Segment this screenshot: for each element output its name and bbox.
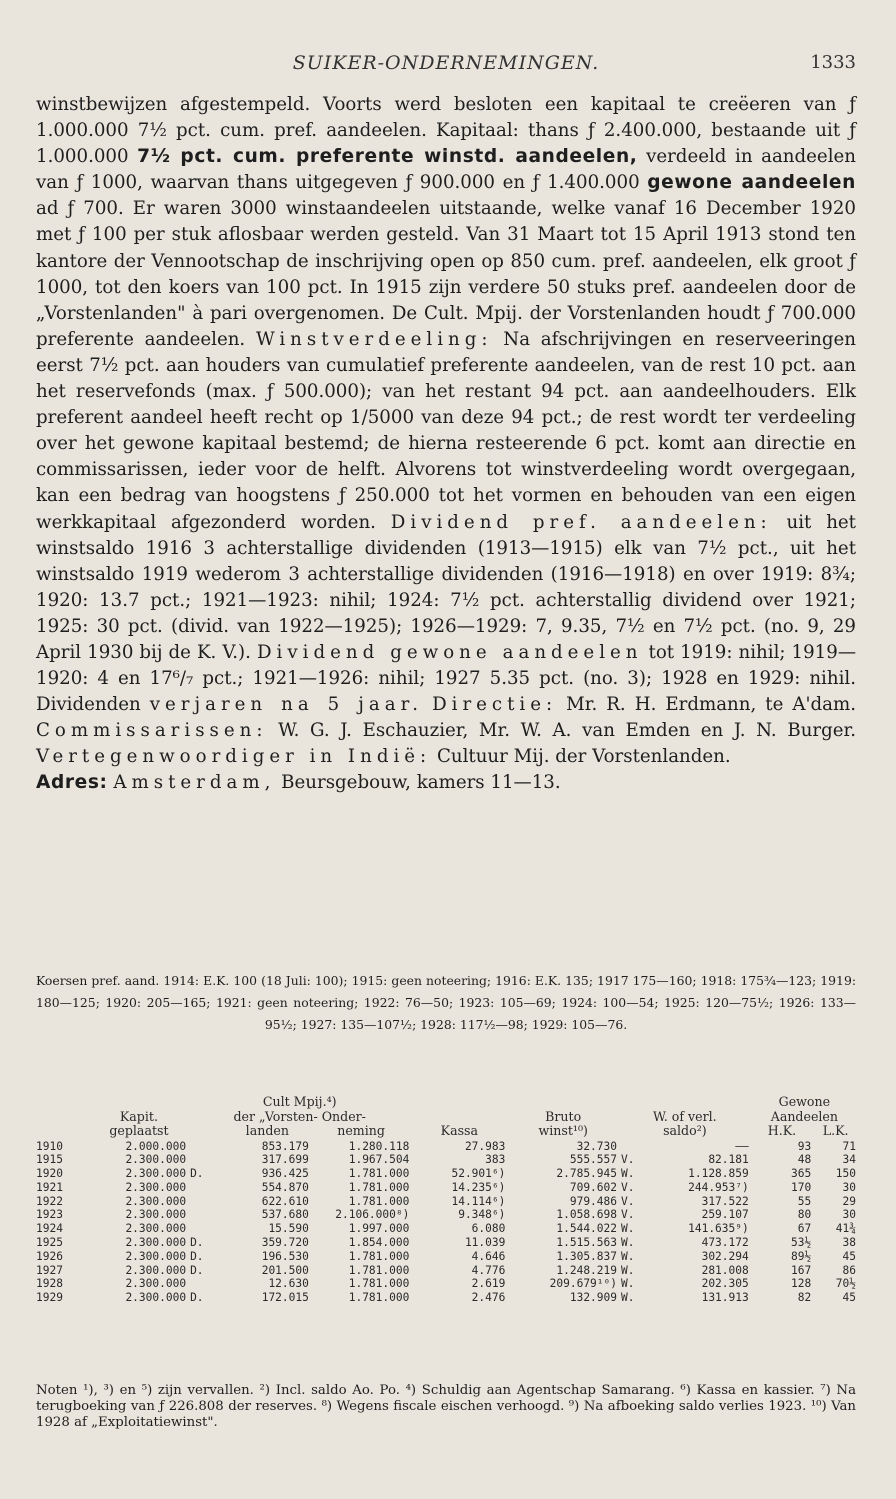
cell-bruto-winst: 2.785.945 bbox=[556, 1167, 617, 1181]
spaced-heading: Vertegenwoordiger in Indië: bbox=[36, 746, 432, 768]
cell-lk: 38 bbox=[842, 1236, 856, 1250]
cell-kassa: 2.476 bbox=[471, 1291, 506, 1305]
cell-bruto-winst: 132.909 bbox=[569, 1291, 617, 1305]
cell-lk: 29 bbox=[842, 1194, 856, 1208]
cell-marker bbox=[188, 1277, 224, 1291]
table-body bbox=[34, 1139, 858, 1306]
cell-kapitaal: 2.300.000 bbox=[125, 1180, 187, 1194]
cell-marker: D. bbox=[190, 1167, 204, 1181]
cell-w-of-v bbox=[619, 1139, 650, 1154]
spaced-heading: verjaren na 5 jaar. bbox=[149, 694, 424, 716]
cell-bruto-winst: 1.544.022 bbox=[556, 1222, 617, 1236]
cell-kassa: 9.348⁶) bbox=[458, 1208, 506, 1222]
running-header bbox=[36, 52, 856, 80]
cell-onderneming: 1.280.118 bbox=[348, 1139, 410, 1153]
spaced-heading: Dividend pref. aandeelen: bbox=[390, 511, 772, 533]
cell-lk: 45 bbox=[842, 1249, 856, 1263]
cell-vorstenlanden: 15.590 bbox=[268, 1222, 309, 1236]
header-cell bbox=[411, 1110, 507, 1125]
table-header-row bbox=[34, 1110, 858, 1125]
cell-year: 1923 bbox=[36, 1208, 63, 1222]
cell-hk: 170 bbox=[791, 1180, 812, 1194]
cell-w-of-v: V. bbox=[621, 1194, 635, 1208]
cell-onderneming: 1.967.504 bbox=[348, 1153, 410, 1167]
cell-w-of-v: W. bbox=[621, 1249, 635, 1263]
cell-onderneming: 1.997.000 bbox=[348, 1222, 410, 1236]
cell-onderneming: 1.781.000 bbox=[348, 1194, 410, 1208]
cell-vorstenlanden: 622.610 bbox=[261, 1194, 309, 1208]
text-segment bbox=[423, 694, 432, 715]
header-der: der „Vorsten- Onder- bbox=[233, 1108, 366, 1124]
cell-w-of-v: V. bbox=[621, 1180, 635, 1194]
table-row bbox=[34, 1139, 858, 1154]
header-geplaatst: geplaatst bbox=[109, 1123, 169, 1138]
header-cell bbox=[34, 1110, 90, 1125]
cell-bruto-winst: 979.486 bbox=[569, 1194, 617, 1208]
header-cell bbox=[188, 1124, 224, 1139]
cell-lk: 30 bbox=[842, 1208, 856, 1222]
cell-saldo: 259.107 bbox=[701, 1208, 749, 1222]
cell-year: 1929 bbox=[36, 1291, 63, 1305]
cell-marker bbox=[188, 1153, 224, 1167]
text-segment: winstbewijzen afgestempeld. Voorts werd besloten een kapitaal te creëeren van ƒ 1.000.000 7½ pct. cum. pref. aandeelen. Kapitaal: thans ƒ 2.400.000, bestaande uit ƒ 1.000.000 bbox=[36, 94, 856, 168]
cell-vorstenlanden: 172.015 bbox=[261, 1291, 309, 1305]
cell-bruto-winst: 1.305.837 bbox=[556, 1249, 617, 1263]
table-row bbox=[34, 1181, 858, 1195]
cell-kapitaal: 2.300.000 bbox=[125, 1194, 187, 1208]
cell-saldo: 317.522 bbox=[701, 1194, 749, 1208]
cell-onderneming: 1.781.000 bbox=[348, 1263, 410, 1277]
cell-saldo: —— bbox=[735, 1139, 749, 1153]
cell-saldo: 244.953⁷) bbox=[688, 1180, 749, 1194]
cell-hk: 82 bbox=[797, 1291, 812, 1305]
header-lk: L.K. bbox=[822, 1123, 849, 1138]
cell-marker: D. bbox=[190, 1236, 204, 1250]
cell-lk: 30 bbox=[842, 1180, 856, 1194]
header-title: SUIKER-ONDERNEMINGEN. bbox=[292, 52, 600, 74]
cell-w-of-v: W. bbox=[621, 1236, 635, 1250]
table-row bbox=[34, 1264, 858, 1278]
header-cult: Cult Mpij.⁴) bbox=[262, 1094, 337, 1109]
cell-lk: 71 bbox=[842, 1139, 856, 1153]
cell-kassa: 6.080 bbox=[471, 1222, 506, 1236]
cell-vorstenlanden: 196.530 bbox=[261, 1249, 309, 1263]
cell-kassa: 383 bbox=[485, 1153, 506, 1167]
cell-kassa: 27.983 bbox=[464, 1139, 506, 1153]
cell-hk: 53½ bbox=[791, 1236, 812, 1250]
cell-lk: 45 bbox=[842, 1291, 856, 1305]
header-cell bbox=[650, 1095, 750, 1110]
cell-onderneming: 2.106.000⁸) bbox=[335, 1208, 410, 1222]
cell-hk: 93 bbox=[797, 1139, 812, 1153]
spaced-heading: Directie: bbox=[432, 694, 558, 716]
bold-heading: 7½ pct. cum. preferente winstd. aandeelen, bbox=[137, 146, 638, 168]
cell-vorstenlanden: 853.179 bbox=[261, 1139, 309, 1153]
cell-saldo: 202.305 bbox=[701, 1277, 749, 1291]
cell-kapitaal: 2.300.000 bbox=[125, 1291, 187, 1305]
cell-lk: 70½ bbox=[835, 1277, 856, 1291]
table-row bbox=[34, 1167, 858, 1181]
text-segment: Mr. R. H. Erdmann, te A'dam. bbox=[557, 694, 856, 716]
cell-marker bbox=[188, 1195, 224, 1209]
cell-kassa: 11.039 bbox=[464, 1236, 506, 1250]
cell-vorstenlanden: 12.630 bbox=[268, 1277, 309, 1291]
cell-w-of-v: W. bbox=[621, 1263, 635, 1277]
cell-vorstenlanden: 554.870 bbox=[261, 1180, 309, 1194]
cell-marker: D. bbox=[190, 1263, 204, 1277]
cell-kapitaal: 2.300.000 bbox=[125, 1167, 187, 1181]
cell-vorstenlanden: 936.425 bbox=[261, 1167, 309, 1181]
cell-hk: 89½ bbox=[791, 1249, 812, 1263]
cell-hk: 80 bbox=[797, 1208, 812, 1222]
cell-vorstenlanden: 201.500 bbox=[261, 1263, 309, 1277]
cell-w-of-v: W. bbox=[621, 1167, 635, 1181]
text-segment: Cultuur Mij. der Vorstenlanden. bbox=[431, 746, 731, 768]
cell-marker bbox=[188, 1208, 224, 1222]
table-row bbox=[34, 1250, 858, 1264]
header-bruto: Bruto bbox=[545, 1108, 582, 1124]
cell-hk: 67 bbox=[797, 1222, 812, 1236]
cell-year: 1925 bbox=[36, 1236, 63, 1250]
spaced-heading: Commissarissen: bbox=[36, 720, 268, 742]
cell-saldo: 82.181 bbox=[708, 1153, 749, 1167]
cell-kapitaal: 2.300.000 bbox=[125, 1222, 187, 1236]
cell-vorstenlanden: 359.720 bbox=[261, 1236, 309, 1250]
text-segment: verdeeld in aandeelen van ƒ 1000, waarvan thans uitgegeven ƒ 900.000 en ƒ 1.400.000 bbox=[36, 146, 856, 194]
header-cell bbox=[90, 1095, 188, 1110]
address-detail: Beursgebouw, kamers 11—13. bbox=[275, 772, 561, 794]
table-row bbox=[34, 1153, 858, 1167]
cell-year: 1922 bbox=[36, 1194, 63, 1208]
company-description bbox=[36, 92, 856, 797]
cell-bruto-winst: 1.248.219 bbox=[556, 1263, 617, 1277]
header-kapit: Kapit. bbox=[119, 1108, 158, 1124]
cell-lk: 86 bbox=[842, 1263, 856, 1277]
header-cell bbox=[34, 1095, 90, 1110]
cell-marker bbox=[188, 1222, 224, 1236]
page-number: 1333 bbox=[810, 52, 856, 73]
header-neming: neming bbox=[337, 1123, 385, 1138]
cell-year: 1920 bbox=[36, 1167, 63, 1181]
cell-hk: 55 bbox=[797, 1194, 812, 1208]
cell-kapitaal: 2.300.000 bbox=[125, 1263, 187, 1277]
cell-marker: D. bbox=[190, 1249, 204, 1263]
cell-lk: 34 bbox=[842, 1153, 856, 1167]
text-segment: ad ƒ 700. Er waren 3000 winstaandeelen uitstaande, welke vanaf 16 December 1920 met ƒ 100 per stuk aflosbaar werden gesteld. Van 31 Maart tot 15 April 1913 stond ten kantore der Vennootschap de inschrijving open op 850 cum. pref. aandeelen, elk groot ƒ 1000, tot den koers van 100 pct. In 1915 zijn verdere 50 stuks pref. aandeelen door de „Vorstenlanden" à pari overgenomen. De Cult. Mpij. der Vorstenlanden houdt ƒ 700.000 preferente aandeelen. bbox=[36, 198, 856, 350]
cell-onderneming: 1.781.000 bbox=[348, 1180, 410, 1194]
header-cell bbox=[34, 1124, 90, 1139]
cell-kapitaal: 2.300.000 bbox=[125, 1277, 187, 1291]
cell-marker bbox=[188, 1181, 224, 1195]
address-city: Amsterdam, bbox=[113, 772, 276, 794]
cell-onderneming: 1.781.000 bbox=[348, 1249, 410, 1263]
cell-year: 1921 bbox=[36, 1180, 63, 1194]
cell-vorstenlanden: 317.699 bbox=[261, 1153, 309, 1167]
header-saldo: saldo²) bbox=[663, 1123, 707, 1138]
cell-saldo: 141.635⁹) bbox=[688, 1222, 749, 1236]
cell-w-of-v: W. bbox=[621, 1291, 635, 1305]
cell-kassa: 52.901⁶) bbox=[451, 1167, 506, 1181]
header-cell bbox=[507, 1095, 619, 1110]
table-header-row bbox=[34, 1124, 858, 1139]
main-paragraph bbox=[36, 92, 856, 770]
table-row bbox=[34, 1277, 858, 1291]
footnotes: Noten ¹), ³) en ⁵) zijn vervallen. ²) Incl. saldo Ao. Po. ⁴) Schuldig aan Agentschap Samarang. ⁶) Kassa en kassier. ⁷) Na terugboeking van ƒ 226.808 der reserves. ⁸) Wegens fiscale eischen verhoogd. ⁹) Na afboeking saldo verlies 1923. ¹⁰) Van 1928 af „Exploitatiewinst". bbox=[36, 1383, 856, 1431]
cell-marker: D. bbox=[190, 1291, 204, 1305]
header-cell bbox=[619, 1095, 650, 1110]
cell-kassa: 14.235⁶) bbox=[451, 1180, 506, 1194]
cell-hk: 167 bbox=[791, 1263, 812, 1277]
spaced-heading: Dividend gewone aandeelen bbox=[256, 641, 643, 663]
cell-year: 1915 bbox=[36, 1153, 63, 1167]
cell-kapitaal: 2.000.000 bbox=[125, 1139, 187, 1153]
cell-year: 1924 bbox=[36, 1222, 63, 1236]
cell-kapitaal: 2.300.000 bbox=[125, 1153, 187, 1167]
header-cell bbox=[411, 1095, 507, 1110]
header-kassa: Kassa bbox=[440, 1123, 479, 1138]
cell-onderneming: 1.854.000 bbox=[348, 1236, 410, 1250]
cell-w-of-v: V. bbox=[621, 1153, 635, 1167]
cell-w-of-v: W. bbox=[621, 1222, 635, 1236]
cell-lk: 41¾ bbox=[835, 1222, 856, 1236]
cell-bruto-winst: 555.557 bbox=[569, 1153, 617, 1167]
cell-kapitaal: 2.300.000 bbox=[125, 1236, 187, 1250]
cell-year: 1926 bbox=[36, 1249, 63, 1263]
cell-vorstenlanden: 537.680 bbox=[261, 1208, 309, 1222]
cell-bruto-winst: 32.730 bbox=[576, 1139, 617, 1153]
share-prices: Koersen pref. aand. 1914: E.K. 100 (18 Juli: 100); 1915: geen noteering; 1916: E.K. 135; 1917 175—160; 1918: 175¾—123; 1919: 180—125; 1920: 205—165; 1921: geen noteering; 1922: 76—50; 1923: 105—69; 1924: 100—54; 1925: 120—75½; 1926: 133—95½; 1927: 135—107½; 1928: 117½—98; 1929: 105—76. bbox=[36, 973, 856, 1032]
spaced-heading: Winstverdeeling: bbox=[255, 328, 493, 350]
address-label: Adres: bbox=[36, 772, 108, 794]
cell-saldo: 302.294 bbox=[701, 1249, 749, 1263]
text-segment: tot 1919: nihil; 1919—1920: 4 en 17⁶/₇ pct.; 1921—1926: nihil; 1927 5.35 pct. (no. 3); 1928 en 1929: nihil. Dividenden bbox=[36, 641, 857, 716]
cell-hk: 48 bbox=[797, 1153, 812, 1167]
cell-saldo: 131.913 bbox=[701, 1291, 749, 1305]
cell-bruto-winst: 709.602 bbox=[569, 1180, 617, 1194]
cell-bruto-winst: 1.058.698 bbox=[556, 1208, 617, 1222]
table-header-row bbox=[34, 1095, 858, 1110]
cell-year: 1910 bbox=[36, 1139, 63, 1153]
cell-kassa: 4.646 bbox=[471, 1249, 506, 1263]
cell-kapitaal: 2.300.000 bbox=[125, 1249, 187, 1263]
cell-year: 1927 bbox=[36, 1263, 63, 1277]
header-hk: H.K. bbox=[767, 1123, 797, 1138]
header-winst: winst¹⁰) bbox=[538, 1123, 588, 1138]
cell-lk: 150 bbox=[835, 1167, 856, 1181]
header-gewone: Gewone bbox=[778, 1094, 831, 1109]
bold-heading: gewone aandeelen bbox=[647, 172, 856, 194]
financial-table bbox=[34, 1095, 858, 1305]
cell-marker bbox=[188, 1139, 224, 1154]
table-row bbox=[34, 1222, 858, 1236]
text-segment: W. G. J. Eschauzier, Mr. W. A. van Emden en J. N. Burger. bbox=[267, 720, 856, 742]
table-row bbox=[34, 1236, 858, 1250]
cell-bruto-winst: 1.515.563 bbox=[556, 1236, 617, 1250]
cell-kassa: 2.619 bbox=[471, 1277, 506, 1291]
cell-bruto-winst: 209.679¹⁰) bbox=[549, 1277, 617, 1291]
header-wofverl: W. of verl. bbox=[653, 1108, 717, 1124]
cell-w-of-v: W. bbox=[621, 1277, 635, 1291]
header-aandeelen: Aandeelen bbox=[770, 1108, 838, 1124]
cell-saldo: 1.128.859 bbox=[688, 1167, 749, 1181]
cell-kapitaal: 2.300.000 bbox=[125, 1208, 187, 1222]
cell-saldo: 281.008 bbox=[701, 1263, 749, 1277]
cell-kassa: 14.114⁶) bbox=[451, 1194, 506, 1208]
cell-onderneming: 1.781.000 bbox=[348, 1167, 410, 1181]
address-line bbox=[36, 770, 856, 796]
cell-kassa: 4.776 bbox=[471, 1263, 506, 1277]
cell-hk: 365 bbox=[791, 1167, 812, 1181]
table-row bbox=[34, 1291, 858, 1305]
cell-onderneming: 1.781.000 bbox=[348, 1291, 410, 1305]
cell-hk: 128 bbox=[791, 1277, 812, 1291]
text-segment: Na afschrijvingen en reserveeringen eerst 7½ pct. aan houders van cumulatief preferente aandeelen, van de rest 10 pct. aan het reservefonds (max. ƒ 500.000); van het restant 94 pct. aan aandeelhouders. Elk preferent aandeel heeft recht op 1/5000 van deze 94 pct.; de rest wordt ter verdeeling over het gewone kapitaal bestemd; de hierna resteerende 6 pct. komt aan directie en commissarissen, ieder voor de helft. Alvorens tot winstverdeeling wordt overgegaan, kan een bedrag van hoogstens ƒ 250.000 tot het vormen en behouden van een eigen werkkapitaal afgezonderd worden. bbox=[36, 328, 857, 533]
cell-saldo: 473.172 bbox=[701, 1236, 749, 1250]
table-row bbox=[34, 1195, 858, 1209]
cell-year: 1928 bbox=[36, 1277, 63, 1291]
cell-w-of-v: V. bbox=[621, 1208, 635, 1222]
table-row bbox=[34, 1208, 858, 1222]
cell-onderneming: 1.781.000 bbox=[348, 1277, 410, 1291]
text-segment: uit het winstsaldo 1916 3 achterstallige dividenden (1913—1915) elk van 7½ pct., uit het winstsaldo 1919 wederom 3 achterstallige dividenden (1916—1918) en over 1919: 8¾; 1920: 13.7 pct.; 1921—1923: nihil; 1924: 7½ pct. achterstallig dividend over 1921; 1925: 30 pct. (divid. van 1922—1925); 1926—1929: 7, 9.35, 7½ en 7½ pct. (no. 9, 29 April 1930 bij de K. V.). bbox=[36, 511, 856, 663]
header-landen: landen bbox=[245, 1123, 289, 1138]
